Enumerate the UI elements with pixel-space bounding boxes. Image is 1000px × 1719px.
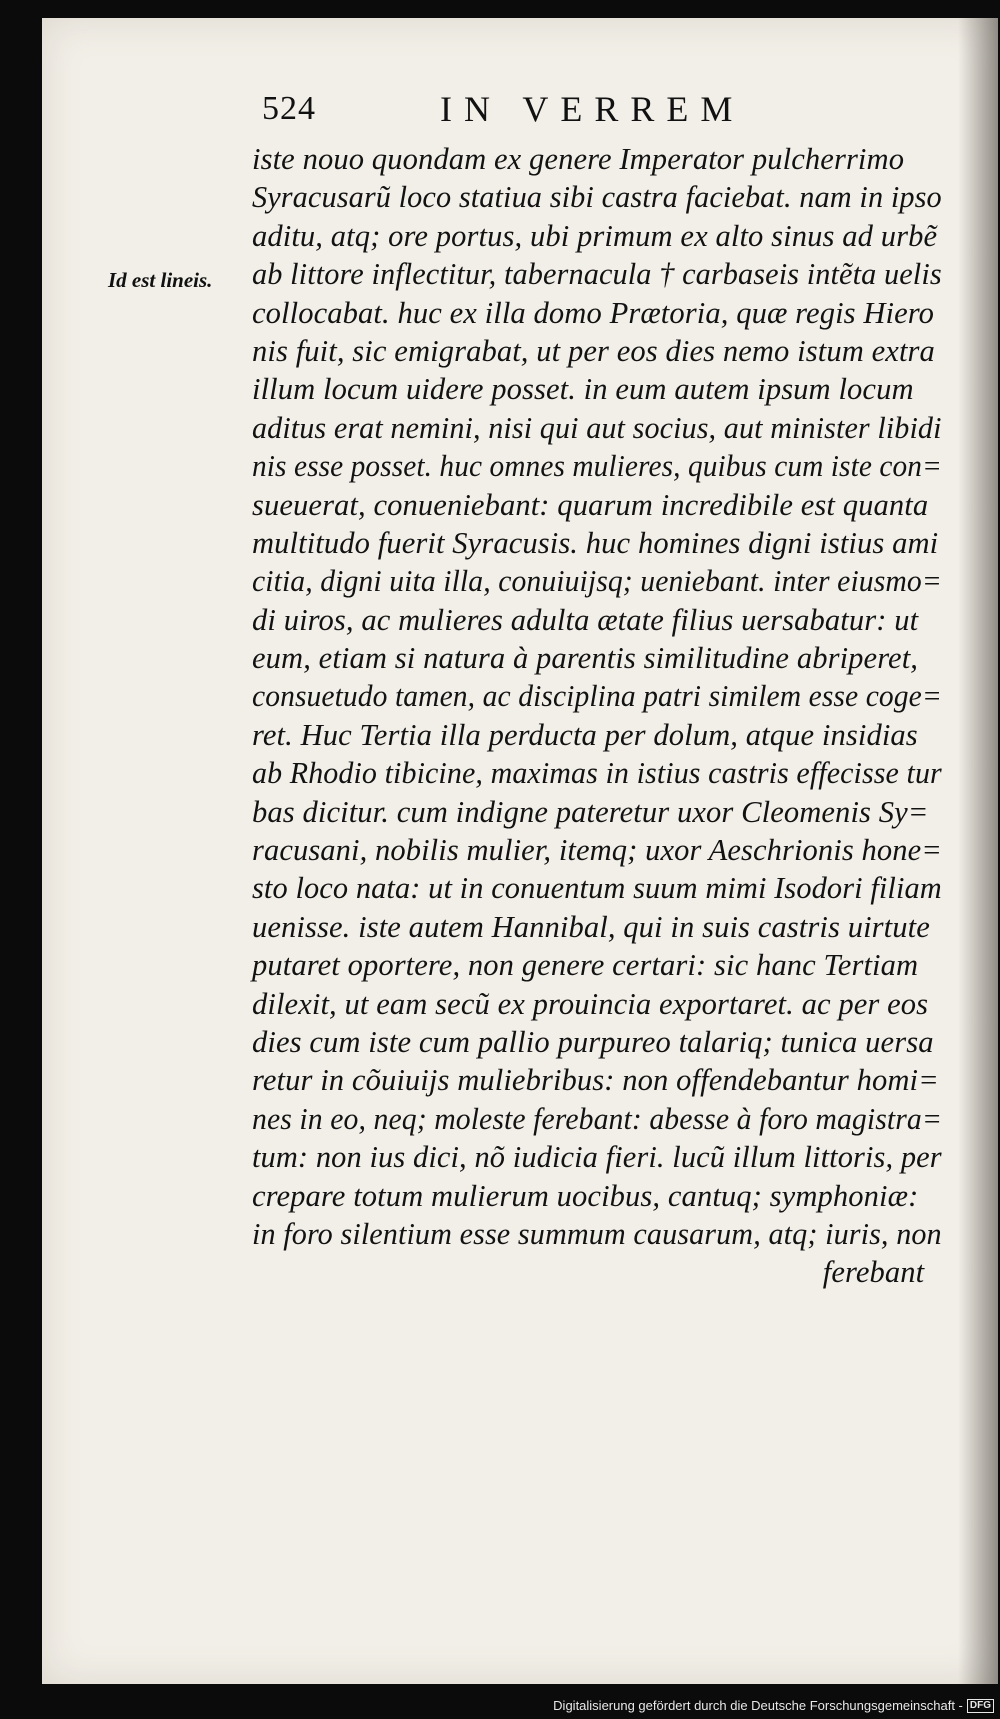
text-line: ab Rhodio tibicine, maximas in istius castris effecisse tur (252, 755, 942, 791)
digitization-footer (553, 1698, 994, 1713)
text-line: sueuerat, conueniebant: quarum incredibile est quanta (252, 486, 929, 522)
text-line: consuetudo tamen, ac disciplina patri similem esse coge= (252, 678, 942, 714)
text-line: dilexit, ut eam secũ ex prouincia exportaret. ac per eos (252, 985, 929, 1021)
text-line: in foro silentium esse summum causarum, atq; iuris, non (252, 1215, 942, 1251)
marginal-note: Id est lineis. (108, 268, 213, 292)
text-line: racusani, nobilis mulier, itemq; uxor Aeschrionis hone= (252, 832, 942, 868)
text-line: eum, etiam si natura à parentis similitudine abriperet, (252, 640, 919, 676)
text-line: citia, digni uita illa, conuiuijsq; ueniebant. inter eiusmo= (252, 563, 942, 599)
text-line: aditu, atq; ore portus, ubi primum ex alto sinus ad urbẽ (252, 217, 938, 253)
text-line: di uiros, ac mulieres adulta ætate filius uersabatur: ut (252, 601, 919, 637)
text-line: multitudo fuerit Syracusis. huc homines digni istius ami (252, 524, 939, 560)
text-line: sto loco nata: ut in conuentum suum mimi Isodori filiam (252, 870, 942, 906)
text-line: putaret oportere, non genere certari: sic hanc Tertiam (252, 947, 919, 983)
dfg-logo: DFG (967, 1699, 994, 1713)
running-title: IN VERREM (440, 89, 745, 129)
text-line: nis esse posset. huc omnes mulieres, quibus cum iste con= (252, 448, 942, 484)
text-line: nis fuit, sic emigrabat, ut per eos dies nemo istum extra (252, 332, 935, 368)
text-line: retur in cõuiuijs muliebribus: non offendebantur homi= (252, 1062, 939, 1098)
text-line: nes in eo, neq; moleste ferebant: abesse à foro magistra= (252, 1100, 942, 1136)
text-line: illum locum uidere posset. in eum autem ipsum locum (252, 371, 914, 407)
text-line: collocabat. huc ex illa domo Prætoria, quæ regis Hiero (252, 294, 935, 330)
body-text (252, 140, 952, 1292)
text-line: iste nouo quondam ex genere Imperator pulcherrimo (252, 141, 905, 176)
text-line: ab littore inflectitur, tabernacula † carbaseis intẽta uelis (252, 256, 942, 292)
text-line: tum: non ius dici, nõ iudicia fieri. lucũ illum littoris, per (252, 1139, 942, 1175)
catchword: ferebant (822, 1254, 925, 1290)
funding-credit: Digitalisierung gefördert durch die Deutsche Forschungsgemeinschaft - (553, 1698, 963, 1713)
page-number: 524 (262, 90, 316, 127)
text-line: uenisse. iste autem Hannibal, qui in suis castris uirtute (252, 908, 930, 944)
text-line: crepare totum mulierum uocibus, cantuq; symphoniæ: (252, 1177, 919, 1213)
text-line: dies cum iste cum pallio purpureo talariq; tunica uersa (252, 1023, 934, 1059)
text-line: aditus erat nemini, nisi qui aut socius, aut minister libidi (252, 409, 942, 445)
text-line: Syracusarũ loco statiua sibi castra faciebat. nam in ipso (252, 179, 942, 215)
running-head (220, 84, 940, 130)
text-line: ret. Huc Tertia illa perducta per dolum, atque insidias (252, 716, 918, 752)
text-line: bas dicitur. cum indigne pateretur uxor Cleomenis Sy= (252, 793, 929, 829)
